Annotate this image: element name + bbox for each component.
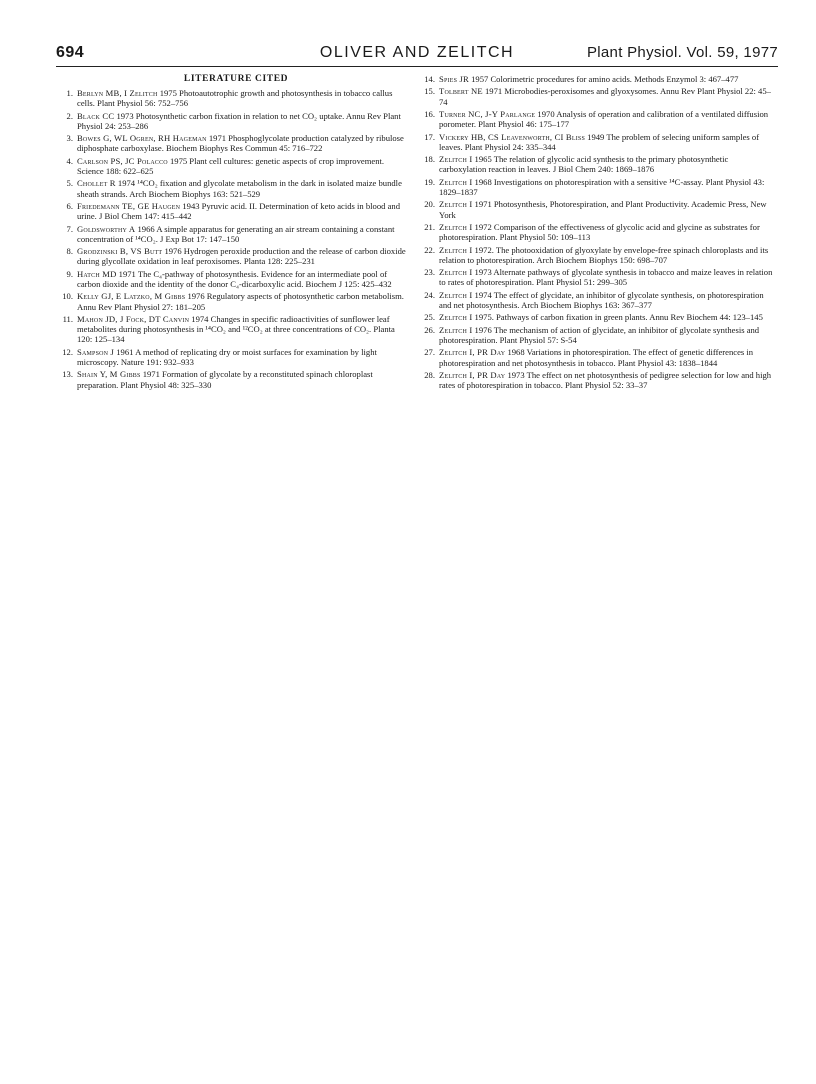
reference-authors: Bowes G, WL Ogren, RH Hageman: [77, 133, 207, 144]
right-column: [422, 74, 774, 393]
reference-item: [422, 267, 774, 287]
reference-authors: Black CC: [77, 110, 115, 121]
reference-item: [422, 199, 774, 219]
reference-text: 1968 Variations in photorespiration. The effect of genetic differences in photorespiration and net photosynthesis in tobacco. Plant Physiol 43: 1838–1844: [439, 347, 754, 368]
reference-text: 1970 Analysis of operation and calibration of a ventilated diffusion porometer. Plant Physiol 46: 175–177: [439, 108, 769, 130]
reference-text: 1975 Plant cell cultures: genetic aspects of crop improvement. Science 188: 622–625: [77, 155, 385, 176]
reference-authors: Tolbert NE: [439, 86, 483, 97]
reference-text: 1973 Photosynthetic carbon fixation in relation to net CO₂ uptake. Annu Rev Plant Physiol 24: 253–286: [77, 110, 401, 131]
reference-text: 1971 Microbodies-peroxisomes and glyoxysomes. Annu Rev Plant Physiol 22: 45–74: [439, 86, 771, 107]
reference-authors: Carlson PS, JC Polacco: [77, 155, 168, 166]
reference-number: 5.: [66, 178, 73, 189]
running-head-authors: OLIVER AND ZELITCH: [319, 44, 515, 61]
reference-item: [60, 246, 412, 266]
reference-number: 6.: [66, 200, 73, 211]
reference-authors: Zelitch I: [439, 199, 473, 210]
reference-authors: Hatch MD: [77, 268, 117, 279]
reference-number: 28.: [424, 369, 435, 380]
reference-number: 26.: [424, 324, 435, 335]
reference-item: [422, 132, 774, 152]
reference-authors: Zelitch I, PR Day: [439, 369, 506, 380]
reference-text: 1974 ¹⁴CO₂ fixation and glycolate metabolism in the dark in isolated maize bundle sheath strands. Arch Biochem Biophys 163: 521–529: [77, 178, 402, 199]
reference-item: [422, 222, 774, 242]
reference-authors: Kelly GJ, E Latzko, M Gibbs: [77, 291, 186, 302]
reference-item: [60, 347, 412, 367]
reference-text: 1974 The effect of glycidate, an inhibitor of glycolate synthesis, on photorespiration and net photosynthesis. Arch Biochem Biophys 163: 367–377: [439, 289, 764, 310]
reference-item: [60, 291, 412, 311]
reference-number: 20.: [424, 199, 435, 210]
reference-text: 1975 Photoautotrophic growth and photosynthesis in tobacco callus cells. Plant Physiol 56: 752–756: [77, 88, 393, 109]
reference-authors: Grodzinski B, VS Butt: [77, 246, 163, 257]
reference-text: 1976 The mechanism of action of glycidate, an inhibitor of glycolate synthesis and photorespiration. Plant Physiol 57: S-54: [439, 324, 760, 345]
reference-text: 1975. Pathways of carbon fixation in green plants. Annu Rev Biochem 44: 123–145: [474, 312, 763, 323]
reference-text: 1971 Photosynthesis, Photorespiration, and Plant Productivity. Academic Press, New York: [439, 199, 767, 220]
reference-text: 1965 The relation of glycolic acid synthesis to the primary photosynthetic carboxylation reaction in leaves. J Biol Chem 240: 1869–1876: [439, 154, 729, 175]
reference-number: 10.: [62, 291, 73, 302]
header-rule: [56, 66, 778, 67]
reference-text: 1957 Colorimetric procedures for amino acids. Methods Enzymol 3: 467–477: [471, 74, 739, 84]
reference-number: 16.: [424, 108, 435, 119]
reference-authors: Spies JR: [439, 74, 469, 84]
reference-number: 21.: [424, 221, 435, 232]
reference-authors: Zelitch I: [439, 324, 473, 335]
reference-number: 25.: [424, 312, 435, 323]
reference-number: 24.: [424, 289, 435, 300]
reference-number: 15.: [424, 86, 435, 97]
reference-text: 1943 Pyruvic acid. II. Determination of keto acids in blood and urine. J Biol Chem 147: 415–442: [77, 200, 400, 222]
reference-item: [60, 156, 412, 176]
section-title: LITERATURE CITED: [183, 74, 289, 84]
reference-authors: Sampson J: [77, 346, 115, 357]
reference-item: [422, 177, 774, 197]
reference-text: 1973 Alternate pathways of glycolate synthesis in tobacco and maize leaves in relation to rates of photorespiration. Plant Physiol 51: 299–305: [439, 267, 773, 288]
reference-number: 27.: [424, 347, 435, 358]
reference-authors: Zelitch I: [439, 244, 473, 255]
reference-number: 9.: [66, 268, 73, 279]
reference-number: 14.: [424, 74, 435, 84]
reference-item: [60, 201, 412, 221]
reference-item: [422, 109, 774, 129]
reference-text: 1949 The problem of selecing uniform samples of leaves. Plant Physiol 24: 335–344: [439, 131, 760, 152]
reference-authors: Zelitch I: [439, 221, 473, 232]
reference-number: 18.: [424, 154, 435, 165]
reference-item: [60, 88, 412, 108]
reference-authors: Goldsworthy A: [77, 223, 136, 234]
reference-number: 8.: [66, 246, 73, 257]
reference-text: 1971 The C₄-pathway of photosynthesis. Evidence for an intermediate pool of carbon dioxide and the identity of the donor C₄-dicarboxylic acid. Biochem J 125: 425–432: [77, 268, 392, 289]
reference-authors: Mahon JD, J Fock, DT Canvin: [77, 313, 190, 324]
reference-text: 1968 Investigations on photorespiration with a sensitive ¹⁴C-assay. Plant Physiol 43: 1829–1837: [439, 176, 765, 197]
reference-number: 3.: [66, 133, 73, 144]
reference-text: 1961 A method of replicating dry or moist surfaces for examination by light microscopy. Nature 191: 932–933: [77, 346, 377, 367]
reference-authors: Zelitch I: [439, 267, 473, 278]
reference-text: 1966 A simple apparatus for generating an air stream containing a constant concentration of ¹⁴CO₂. J Exp Bot 17: 147–150: [77, 223, 395, 244]
reference-authors: Shain Y, M Gibbs: [77, 369, 141, 380]
reference-authors: Turner NC, J-Y Parlange: [439, 108, 536, 119]
reference-item: [60, 224, 412, 244]
reference-item: [60, 269, 412, 289]
reference-item: [422, 312, 774, 322]
reference-item: [422, 370, 774, 390]
reference-item: [60, 133, 412, 153]
reference-authors: Zelitch I: [439, 176, 473, 187]
reference-text: 1971 Phosphoglycolate production catalyzed by ribulose diphosphate carboxylase. Biochem Biophys Res Commun 45: 716–722: [77, 133, 404, 154]
reference-text: 1974 Changes in specific radioactivities of sunflower leaf metabolites during photosynthesis in ¹⁴CO₂ and ¹²CO₂ at three concentrations of CO₂. Planta 120: 125–134: [77, 313, 395, 345]
reference-item: [60, 111, 412, 131]
reference-number: 11.: [62, 313, 73, 324]
reference-number: 13.: [62, 369, 73, 380]
reference-authors: Zelitch I: [439, 289, 473, 300]
page-number: 694: [56, 44, 85, 61]
reference-item: [422, 154, 774, 174]
reference-authors: Zelitch I: [439, 312, 473, 323]
reference-number: 19.: [424, 176, 435, 187]
reference-number: 2.: [66, 110, 73, 121]
reference-authors: Vickery HB, CS Leavenworth, CI Bliss: [439, 131, 585, 142]
reference-item: [60, 369, 412, 389]
reference-number: 22.: [424, 244, 435, 255]
reference-authors: Zelitch I: [439, 154, 473, 165]
reference-authors: Berlyn MB, I Zelitch: [77, 88, 158, 98]
reference-authors: Chollet R: [77, 178, 116, 189]
reference-item: [60, 178, 412, 198]
reference-number: 7.: [66, 223, 73, 234]
reference-item: [422, 245, 774, 265]
reference-list-right: [422, 74, 774, 390]
reference-list-left: [60, 88, 412, 390]
reference-text: 1972 Comparison of the effectiveness of glycolic acid and glycine as substrates for photorespiration. Plant Physiol 50: 109–113: [439, 221, 760, 243]
journal-citation: Plant Physiol. Vol. 59, 1977: [586, 44, 778, 61]
reference-text: 1976 Regulatory aspects of photosynthetic carbon metabolism. Annu Rev Plant Physiol 27: 181–205: [77, 291, 404, 312]
reference-number: 17.: [424, 131, 435, 142]
reference-text: 1973 The effect on net photosynthesis of pedigree selection for low and high rates of photorespiration in tobacco. Plant Physiol 52: 33–37: [439, 369, 772, 391]
reference-number: 23.: [424, 267, 435, 278]
reference-item: [422, 347, 774, 367]
reference-item: [60, 314, 412, 345]
reference-item: [422, 290, 774, 310]
reference-authors: Friedemann TE, GE Haugen: [77, 200, 181, 211]
left-column: [60, 74, 412, 392]
reference-number: 12.: [62, 346, 73, 357]
reference-item: [422, 325, 774, 345]
reference-text: 1971 Formation of glycolate by a reconstituted spinach chloroplast preparation. Plant Physiol 48: 325–330: [77, 369, 373, 390]
reference-text: 1972. The photooxidation of glyoxylate by envelope-free spinach chloroplasts and its relation to photorespiration. Arch Biochem Biophys 150: 698–707: [439, 244, 769, 265]
reference-text: 1976 Hydrogen peroxide production and the release of carbon dioxide during glycollate oxidation in leaf peroxisomes. Planta 128: 225–231: [77, 246, 406, 267]
reference-number: 1.: [66, 88, 73, 98]
page-header: [56, 44, 778, 66]
reference-authors: Zelitch I, PR Day: [439, 347, 506, 358]
reference-item: [422, 86, 774, 106]
reference-item: [422, 74, 774, 84]
reference-number: 4.: [66, 155, 73, 166]
